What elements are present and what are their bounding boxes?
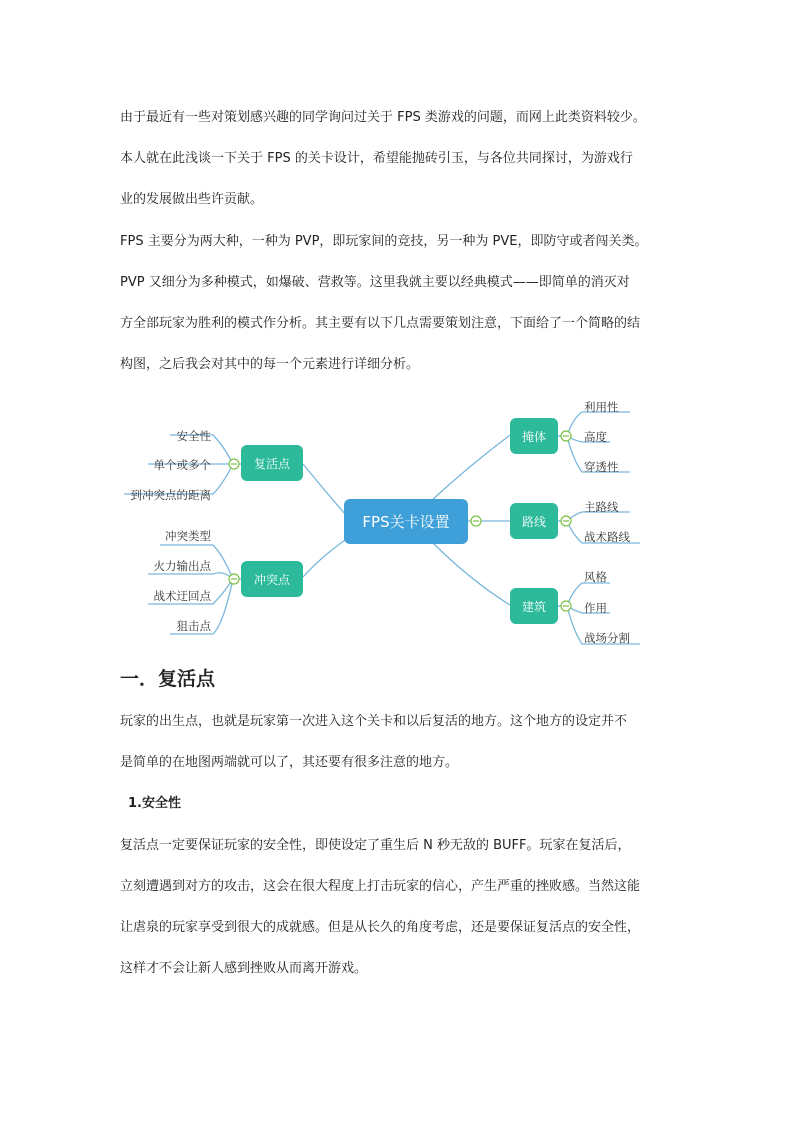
node-building-label: 建筑	[521, 600, 547, 614]
section1-paragraph	[120, 701, 680, 783]
leaf-building-3: 战场分割	[584, 631, 630, 645]
subsection1-paragraph	[120, 825, 680, 989]
leaf-cover-1: 利用性	[584, 400, 619, 414]
section1-line-2: 是简单的在地图两端就可以了，其还要有很多注意的地方。	[120, 755, 459, 770]
intro-paragraph	[120, 97, 680, 220]
leaf-conflict-1: 冲突类型	[165, 529, 211, 543]
mindmap-center-label: FPS关卡设置	[362, 513, 450, 531]
subsection-heading-safety: 1.安全性	[128, 796, 181, 811]
leaf-respawn-1: 安全性	[176, 429, 211, 443]
leaf-respawn-3: 到冲突点的距离	[130, 488, 211, 502]
subsection1-line-1: 复活点一定要保证玩家的安全性，即使设定了重生后 N 秒无敌的 BUFF。玩家在复活后，	[120, 838, 631, 853]
leaf-conflict-3: 战术迂回点	[153, 589, 211, 603]
node-conflict-label: 冲突点	[253, 573, 291, 587]
overview-line-2: PVP 又细分为多种模式，如爆破、营救等。这里我就主要以经典模式——即简单的消灭对	[120, 275, 630, 290]
overview-line-4: 构图，之后我会对其中的每一个元素进行详细分析。	[120, 357, 420, 372]
subsection1-line-2: 立刻遭遇到对方的攻击，这会在很大程度上打击玩家的信心，产生严重的挫败感。当然这能	[120, 879, 641, 894]
overview-line-1: FPS 主要分为两大种，一种为 PVP，即玩家间的竞技，另一种为 PVE，即防守或者闯关类。	[120, 234, 648, 249]
leaf-route-2: 战术路线	[584, 530, 630, 544]
intro-line-2: 本人就在此浅谈一下关于 FPS 的关卡设计，希望能抛砖引玉，与各位共同探讨，为游戏行	[120, 151, 633, 166]
leaf-conflict-4: 狙击点	[176, 619, 211, 633]
leaf-route-1: 主路线	[584, 500, 619, 514]
subsection1-line-3: 让虐泉的玩家享受到很大的成就感。但是从长久的角度考虑，还是要保证复活点的安全性，	[120, 920, 641, 935]
node-cover-label: 掩体	[521, 430, 547, 444]
overview-paragraph	[120, 221, 680, 385]
intro-line-3: 业的发展做出些许贡献。	[120, 192, 264, 207]
intro-line-1: 由于最近有一些对策划感兴趣的同学询问过关于 FPS 类游戏的问题，而网上此类资料较少。	[120, 110, 646, 125]
overview-line-3: 方全部玩家为胜利的模式作分析。其主要有以下几点需要策划注意，下面给了一个简略的结	[120, 316, 641, 331]
section-heading-respawn: 一．复活点	[120, 668, 216, 690]
leaf-cover-3: 穿透性	[584, 460, 619, 474]
section1-line-1: 玩家的出生点，也就是玩家第一次进入这个关卡和以后复活的地方。这个地方的设定并不	[120, 714, 628, 729]
subsection1-line-4: 这样才不会让新人感到挫败从而离开游戏。	[120, 961, 368, 976]
node-route-label: 路线	[521, 515, 547, 529]
node-respawn-label: 复活点	[253, 457, 291, 471]
leaf-building-2: 作用	[584, 601, 607, 615]
mindmap-diagram	[0, 390, 794, 660]
leaf-respawn-2: 单个或多个	[153, 458, 211, 472]
leaf-cover-2: 高度	[584, 430, 607, 444]
leaf-building-1: 风格	[584, 570, 607, 584]
leaf-conflict-2: 火力输出点	[153, 559, 211, 573]
